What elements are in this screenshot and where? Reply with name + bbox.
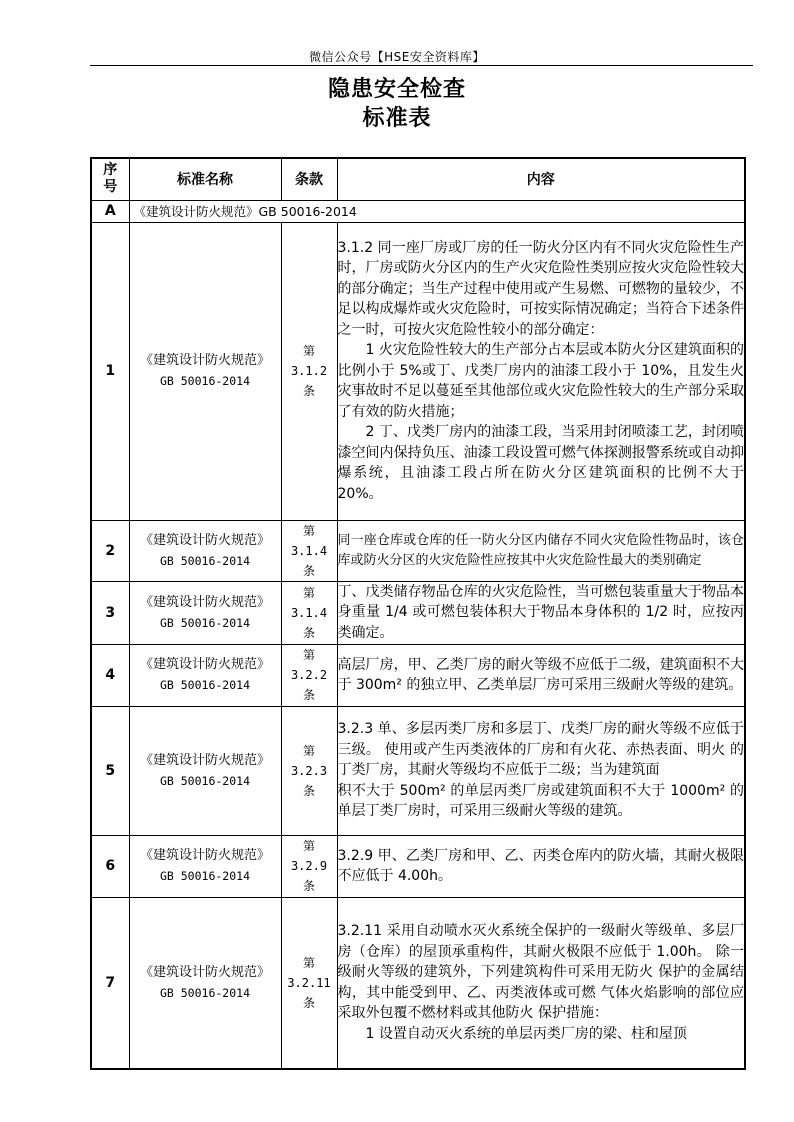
standard-code: GB 50016-2014 bbox=[159, 869, 250, 883]
table-header-row bbox=[91, 158, 745, 200]
clause-number: 3.2.3 bbox=[290, 763, 328, 778]
table-row bbox=[91, 581, 745, 644]
document-subtitle: 标准表 bbox=[362, 106, 432, 131]
clause-number: 3.1.4 bbox=[290, 605, 328, 620]
standard-title: 《建筑设计防火规范》 bbox=[139, 848, 270, 863]
standard-title: 《建筑设计防火规范》 bbox=[139, 353, 270, 368]
standard-code: GB 50016-2014 bbox=[159, 615, 250, 630]
row-number: 3 bbox=[91, 581, 129, 644]
clause bbox=[281, 706, 337, 835]
table-row bbox=[91, 644, 745, 706]
content-paragraph: 3.2.9 甲、乙类厂房和甲、乙、丙类仓库内的防火墙，其耐火极限不应低于 4.00h。 bbox=[337, 847, 744, 884]
standard-title: 《建筑设计防火规范》 bbox=[139, 752, 270, 768]
content-paragraph: 3.2.11 采用自动喷水灭火系统全保护的一级耐火等级单、多层厂房（仓库）的屋顶承重构件，其耐火极限不应低于 1.00h。 除一级耐火等级的建筑外，下列建筑构件可采用无防火 保护的金属结构，其中能受到甲、乙、丙类液体或可燃 气体火焰影响的部位应采取外包覆不燃材料或其他防火 保护措施： bbox=[337, 923, 744, 1022]
table-row bbox=[91, 706, 745, 835]
content-cell bbox=[337, 222, 745, 520]
clause-suffix: 条 bbox=[302, 783, 315, 798]
clause bbox=[281, 222, 337, 520]
column-header-name: 标准名称 bbox=[129, 158, 281, 200]
content-paragraph: 1 火灾危险性较大的生产部分占本层或本防火分区建筑面积的比例小于 5%或丁、戊类厂房内的油漆工段小于 10%，且发生火灾事故时不足以蔓延至其他部位或火灾危险性较大的生产部分采取了有效的防火措施； bbox=[337, 342, 744, 420]
section-title: 《建筑设计防火规范》GB 50016-2014 bbox=[129, 200, 745, 222]
standard-code: GB 50016-2014 bbox=[159, 985, 250, 1000]
content-cell bbox=[337, 644, 745, 706]
row-number: 4 bbox=[91, 644, 129, 706]
content-paragraph: 3.2.3 单、多层丙类厂房和多层丁、戊类厂房的耐火等级不应低于三级。 使用或产生丙类液体的厂房和有火花、赤热表面、明火 的丁类厂房，其耐火等级均不应低于二级；当为建筑面 bbox=[337, 721, 744, 779]
section-row bbox=[91, 200, 745, 222]
standard-code: GB 50016-2014 bbox=[159, 678, 250, 692]
clause-prefix: 第 bbox=[302, 523, 315, 538]
standard-code: GB 50016-2014 bbox=[159, 553, 250, 568]
table-row bbox=[91, 520, 745, 581]
document-title: 隐患安全检查 bbox=[327, 77, 466, 102]
content-paragraph: 1 设置自动灭火系统的单层丙类厂房的梁、柱和屋顶 bbox=[365, 1025, 687, 1042]
content-cell bbox=[337, 706, 745, 835]
clause bbox=[281, 644, 337, 706]
clause-suffix: 条 bbox=[302, 384, 315, 398]
column-header-clause: 条款 bbox=[281, 158, 337, 200]
clause-number: 3.1.4 bbox=[290, 543, 328, 558]
clause-number: 3.1.2 bbox=[290, 364, 328, 378]
content-paragraph: 高层厂房，甲、乙类厂房的耐火等级不应低于二级，建筑面积不大于 300m² 的独立甲、乙类单层厂房可采用三级耐火等级的建筑。 bbox=[337, 656, 744, 693]
standard-title: 《建筑设计防火规范》 bbox=[139, 964, 270, 980]
clause-prefix: 第 bbox=[302, 955, 315, 970]
table-row bbox=[91, 222, 745, 520]
standard-name bbox=[129, 520, 281, 581]
content-cell bbox=[337, 520, 745, 581]
page-header: 微信公众号【HSE安全资料库】 bbox=[309, 50, 485, 64]
clause-suffix: 条 bbox=[302, 563, 315, 578]
standard-title: 《建筑设计防火规范》 bbox=[139, 594, 270, 610]
clause bbox=[281, 520, 337, 581]
standards-table bbox=[90, 157, 746, 1070]
row-number: 2 bbox=[91, 520, 129, 581]
clause-prefix: 第 bbox=[302, 743, 315, 758]
clause bbox=[281, 835, 337, 897]
content-paragraph: 3.1.2 同一座厂房或厂房的任一防火分区内有不同火灾危险性生产时，厂房或防火分区内的生产火灾危险性类别应按火灾危险性较大的部分确定；当生产过程中使用或产生易燃、可燃物的量较少，不足以构成爆炸或火灾危险时，可按实际情况确定；当符合下述条件之一时，可按火灾危险性较小的部分确定： bbox=[337, 239, 744, 338]
standard-name bbox=[129, 581, 281, 644]
row-number: 6 bbox=[91, 835, 129, 897]
clause-prefix: 第 bbox=[302, 585, 315, 600]
clause-prefix: 第 bbox=[302, 648, 315, 662]
content-cell bbox=[337, 835, 745, 897]
clause-suffix: 条 bbox=[302, 688, 315, 702]
clause-prefix: 第 bbox=[302, 839, 315, 853]
clause-number: 3.2.11 bbox=[287, 975, 331, 990]
standard-code: GB 50016-2014 bbox=[159, 374, 250, 388]
clause-suffix: 条 bbox=[302, 879, 315, 893]
clause-suffix: 条 bbox=[302, 625, 315, 640]
table-row bbox=[91, 835, 745, 897]
clause-number: 3.2.2 bbox=[290, 668, 328, 682]
clause-suffix: 条 bbox=[302, 995, 315, 1010]
content-paragraph: 同一座仓库或仓库的任一防火分区内储存不同火灾危险性物品时，该仓库或防火分区的火灾危险性应按其中火灾危险性最大的类别确定 bbox=[337, 532, 744, 568]
section-label: A bbox=[91, 200, 129, 222]
table-row bbox=[91, 897, 745, 1069]
row-number: 5 bbox=[91, 706, 129, 835]
clause bbox=[281, 897, 337, 1069]
content-paragraph: 2 丁、戊类厂房内的油漆工段，当采用封闭喷漆工艺，封闭喷漆空间内保持负压、油漆工段设置可燃气体探测报警系统或自动抑爆系统，且油漆工段占所在防火分区建筑面积的比例不大于 20%。 bbox=[337, 424, 744, 502]
clause-prefix: 第 bbox=[302, 344, 315, 358]
clause bbox=[281, 581, 337, 644]
row-number: 1 bbox=[91, 222, 129, 520]
standard-name bbox=[129, 222, 281, 520]
column-header-no: 序号 bbox=[91, 158, 129, 200]
row-number: 7 bbox=[91, 897, 129, 1069]
standard-name bbox=[129, 706, 281, 835]
standard-name bbox=[129, 897, 281, 1069]
standard-name bbox=[129, 644, 281, 706]
header-rule bbox=[90, 65, 753, 66]
standard-title: 《建筑设计防火规范》 bbox=[139, 532, 270, 548]
content-cell bbox=[337, 897, 745, 1069]
content-cell bbox=[337, 581, 745, 644]
content-paragraph: 积不大于 500m² 的单层丙类厂房或建筑面积不大于 1000m² 的单层丁类厂房时，可采用三级耐火等级的建筑。 bbox=[337, 782, 744, 820]
content-paragraph: 丁、戊类储存物品仓库的火灾危险性，当可燃包装重量大于物品本身重量 1/4 或可燃包装体积大于物品本身体积的 1/2 时，应按丙类确定。 bbox=[337, 583, 744, 641]
column-header-content: 内容 bbox=[337, 158, 745, 200]
standard-code: GB 50016-2014 bbox=[159, 773, 250, 788]
standard-title: 《建筑设计防火规范》 bbox=[139, 657, 270, 672]
standard-name bbox=[129, 835, 281, 897]
clause-number: 3.2.9 bbox=[290, 859, 328, 873]
